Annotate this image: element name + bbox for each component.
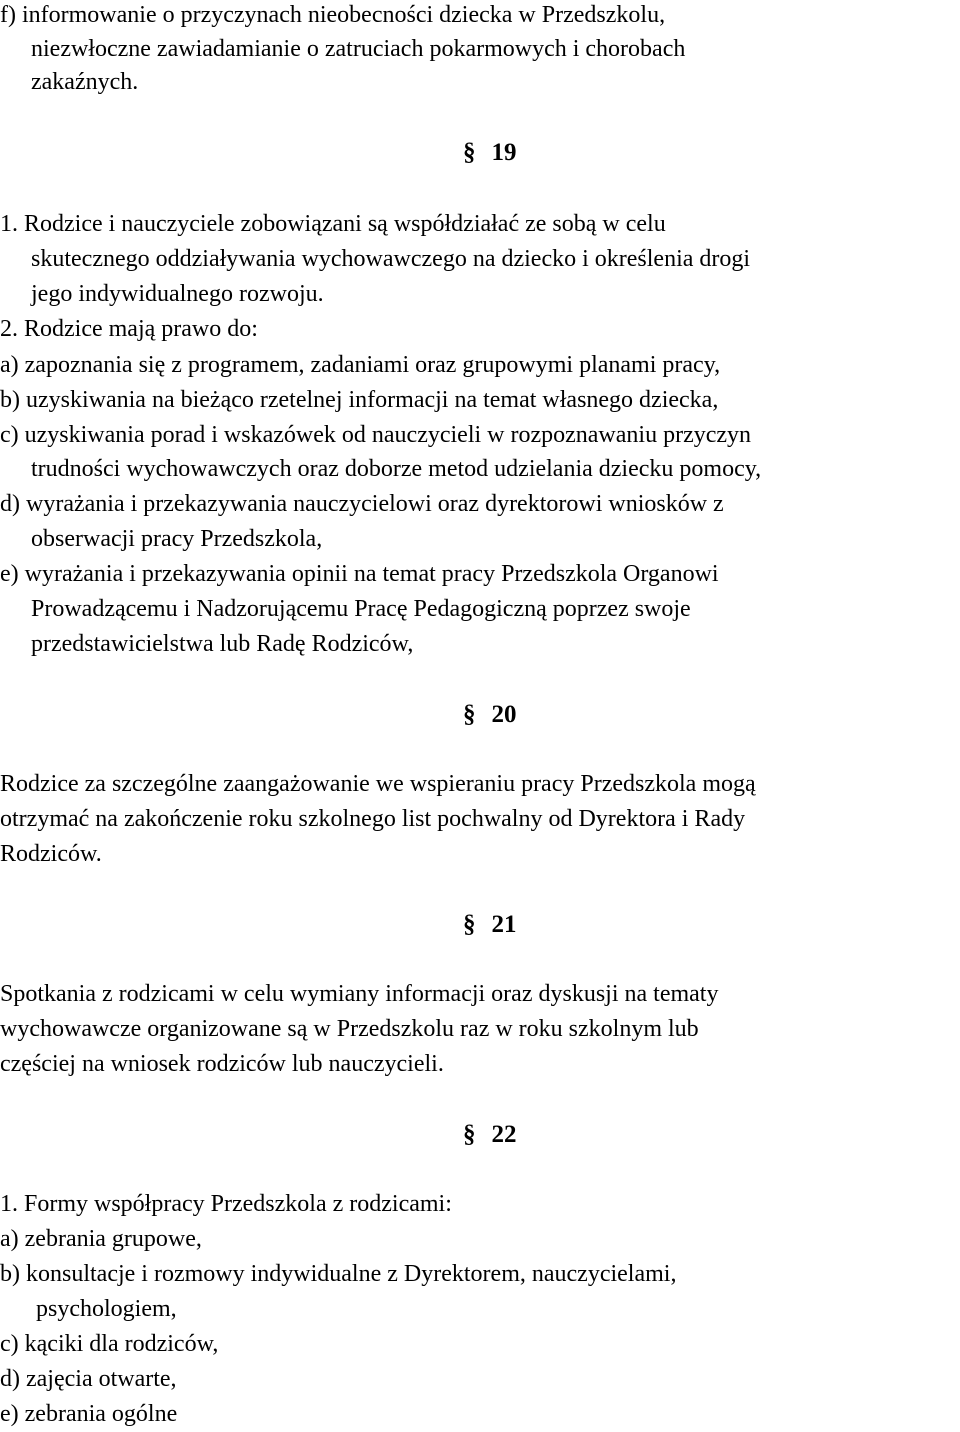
list-item-b: b) uzyskiwania na bieżąco rzetelnej informacji na temat własnego dziecka,: [0, 387, 719, 413]
paragraph: Rodzice za szczególne zaangażowanie we wspieraniu pracy Przedszkola mogą: [0, 771, 756, 797]
section-heading-21: [463, 910, 517, 940]
section-heading-22: [463, 1120, 517, 1150]
section-heading-20: [463, 700, 517, 730]
list-item-b-cont: psychologiem,: [36, 1296, 177, 1322]
section-sign: §: [463, 701, 476, 728]
list-item-d: d) zajęcia otwarte,: [0, 1366, 177, 1392]
list-item-b: b) konsultacje i rozmowy indywidualne z Dyrektorem, nauczycielami,: [0, 1261, 677, 1287]
section-sign: §: [463, 911, 476, 938]
paragraph: Spotkania z rodzicami w celu wymiany informacji oraz dyskusji na tematy: [0, 981, 719, 1007]
paragraph-cont: częściej na wniosek rodziców lub nauczycieli.: [0, 1051, 444, 1077]
list-item-c: c) kąciki dla rodziców,: [0, 1331, 219, 1357]
paragraph-1: 1. Rodzice i nauczyciele zobowiązani są współdziałać ze sobą w celu: [0, 211, 666, 237]
list-item-f: f) informowanie o przyczynach nieobecności dziecka w Przedszkolu,: [0, 2, 666, 28]
paragraph-cont: wychowawcze organizowane są w Przedszkolu raz w roku szkolnym lub: [0, 1016, 699, 1042]
section-number: 21: [491, 911, 517, 938]
list-item-f-cont: zakaźnych.: [31, 69, 139, 95]
list-item-e: e) wyrażania i przekazywania opinii na temat pracy Przedszkola Organowi: [0, 561, 719, 587]
list-item-e-cont: przedstawicielstwa lub Radę Rodziców,: [31, 631, 414, 657]
section-heading-19: [463, 138, 517, 168]
section-sign: §: [463, 139, 476, 166]
paragraph-1-cont: skutecznego oddziaływania wychowawczego na dziecko i określenia drogi: [31, 246, 751, 272]
list-item-f-cont: niezwłoczne zawiadamianie o zatruciach pokarmowych i chorobach: [31, 36, 686, 62]
paragraph-cont: otrzymać na zakończenie roku szkolnego list pochwalny od Dyrektora i Rady: [0, 806, 746, 832]
list-item-d-cont: obserwacji pracy Przedszkola,: [31, 526, 323, 552]
section-number: 22: [491, 1121, 517, 1148]
section-sign: §: [463, 1121, 476, 1148]
list-item-a: a) zapoznania się z programem, zadaniami oraz grupowymi planami pracy,: [0, 352, 721, 378]
list-item-e-cont: Prowadzącemu i Nadzorującemu Pracę Pedagogiczną poprzez swoje: [31, 596, 691, 622]
list-item-e: e) zebrania ogólne: [0, 1401, 178, 1427]
paragraph-cont: Rodziców.: [0, 841, 102, 867]
paragraph-1: 1. Formy współpracy Przedszkola z rodzicami:: [0, 1191, 452, 1217]
section-number: 19: [491, 139, 517, 166]
list-item-c: c) uzyskiwania porad i wskazówek od nauczycieli w rozpoznawaniu przyczyn: [0, 422, 752, 448]
paragraph-2: 2. Rodzice mają prawo do:: [0, 316, 258, 342]
list-item-d: d) wyrażania i przekazywania nauczycielowi oraz dyrektorowi wniosków z: [0, 491, 724, 517]
list-item-a: a) zebrania grupowe,: [0, 1226, 202, 1252]
paragraph-1-cont: jego indywidualnego rozwoju.: [31, 281, 324, 307]
list-item-c-cont: trudności wychowawczych oraz doborze metod udzielania dziecku pomocy,: [31, 456, 762, 482]
section-number: 20: [491, 701, 517, 728]
